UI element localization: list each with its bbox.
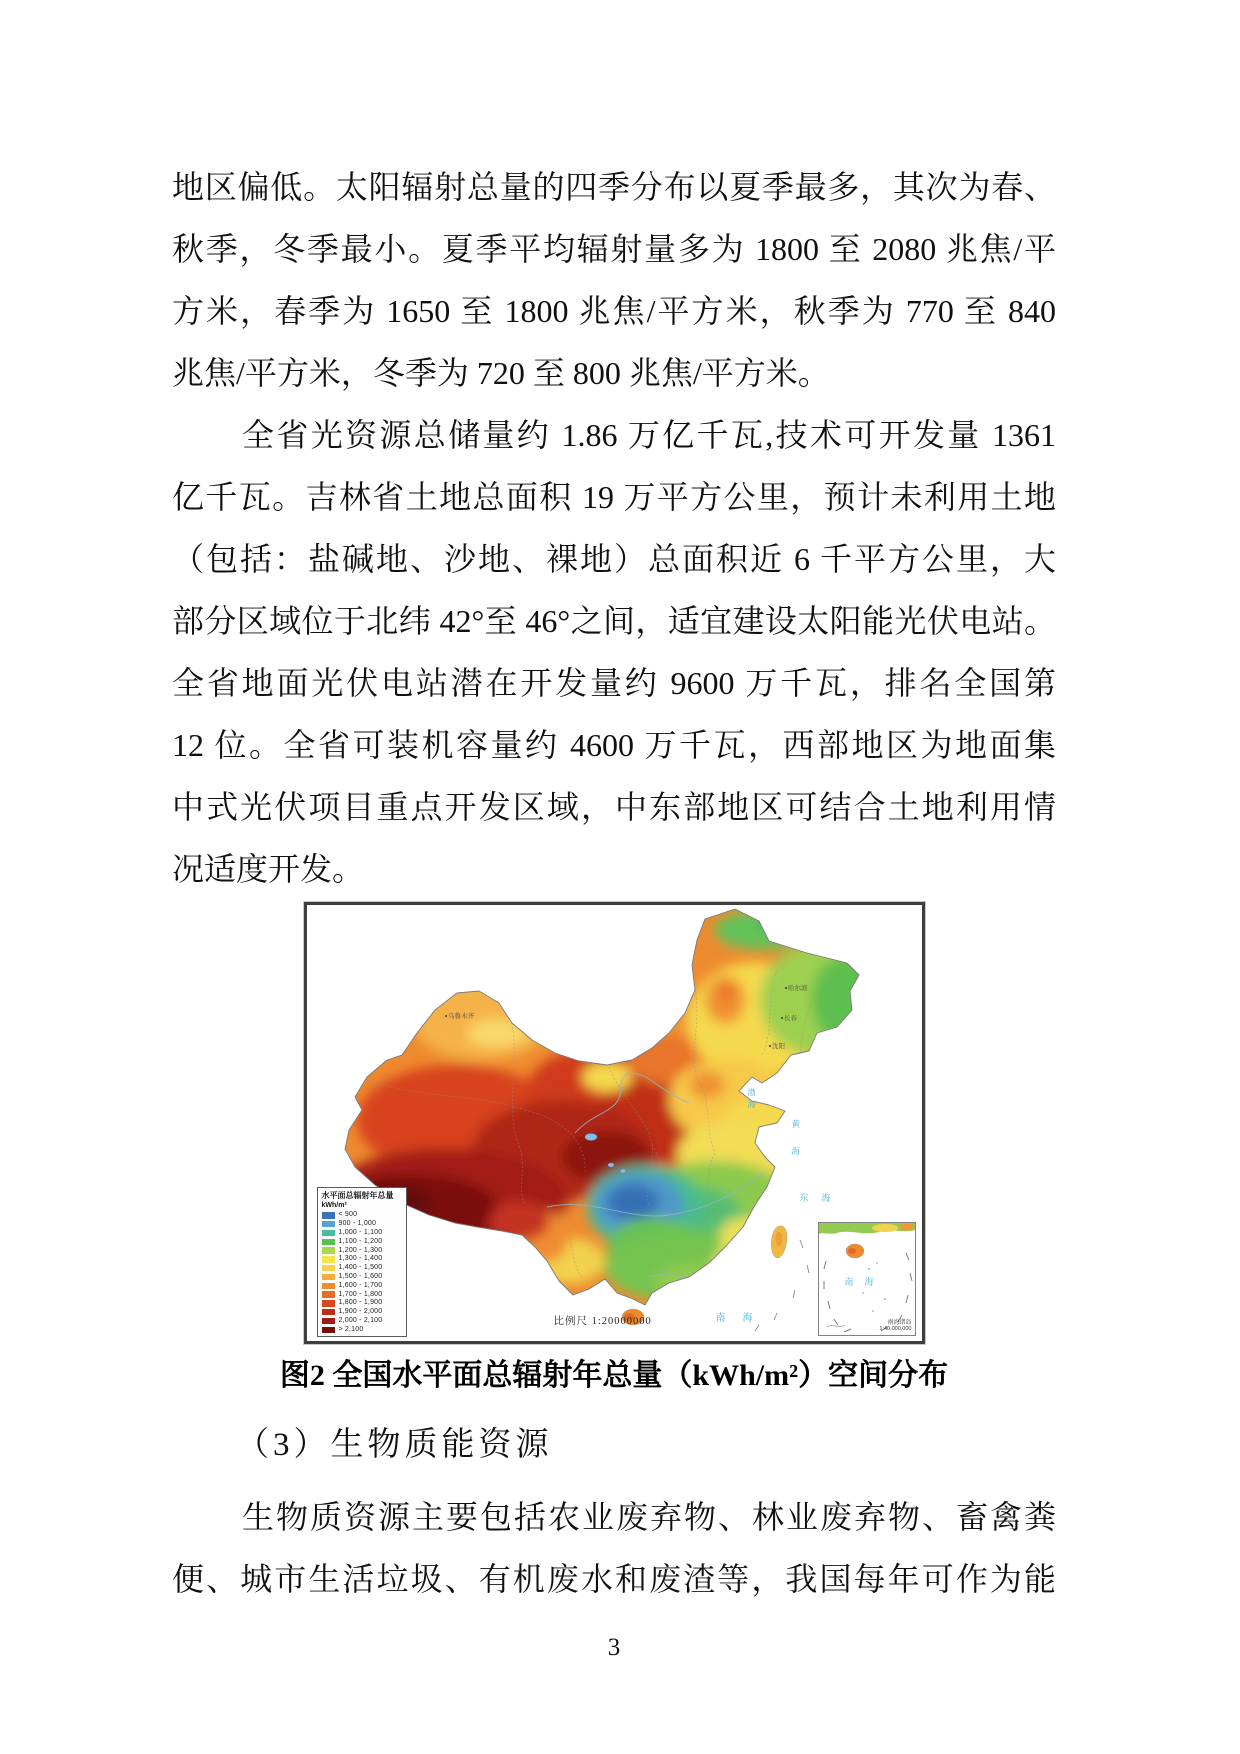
inset-sea-label: 南海 [844, 1277, 885, 1287]
city-label-shenyang: 沈阳 [769, 1043, 786, 1050]
paragraph-biomass [172, 1486, 1056, 1610]
legend-label: 1,000 - 1,100 [338, 1228, 383, 1236]
legend-label: 1,200 - 1,300 [338, 1246, 383, 1254]
legend-row [322, 1211, 404, 1220]
sea-label-huanghai: 黄海 [791, 1119, 801, 1156]
city-dot [445, 1015, 447, 1017]
paragraph-pv-resource [172, 404, 1056, 900]
legend-swatch [322, 1318, 335, 1325]
legend-row [322, 1255, 404, 1264]
text-line: 生物质资源主要包括农业废弃物、林业废弃物、畜禽粪 [242, 1499, 1056, 1535]
legend-label: 1,600 - 1,700 [338, 1281, 383, 1289]
text-line: 方米，春季为 1650 至 1800 兆焦/平方米，秋季为 770 至 840 [172, 293, 1056, 329]
south-china-sea-inset [818, 1222, 916, 1336]
map-legend-rows [322, 1211, 404, 1334]
legend-swatch [322, 1283, 335, 1290]
legend-swatch [322, 1221, 335, 1228]
text-line: 12 位。全省可装机容量约 4600 万千瓦，西部地区为地面集 [172, 727, 1056, 763]
legend-unit: kWh/m² [321, 1202, 347, 1209]
map-scale-label: 比例尺 1:20000000 [553, 1316, 652, 1327]
legend-title: 水平面总辐射年总量 [321, 1191, 394, 1200]
city-label-changchun: 长春 [781, 1015, 798, 1022]
legend-row [322, 1220, 404, 1229]
legend-swatch [322, 1300, 335, 1307]
legend-swatch [322, 1265, 335, 1272]
legend-label: 1,500 - 1,600 [338, 1272, 383, 1280]
legend-swatch [322, 1230, 335, 1237]
legend-swatch [322, 1327, 335, 1334]
text-line: 况适度开发。 [172, 851, 365, 887]
legend-row [322, 1325, 404, 1334]
text-content [172, 0, 1056, 1662]
city-label-urumqi: 乌鲁木齐 [445, 1013, 475, 1020]
section-heading-biomass: （3）生物质能资源 [236, 1427, 553, 1463]
legend-row [322, 1273, 404, 1282]
legend-label: 1,900 - 2,000 [338, 1308, 383, 1316]
legend-row [322, 1308, 404, 1317]
text-line: 兆焦/平方米，冬季为 720 至 800 兆焦/平方米。 [172, 355, 830, 391]
legend-row [322, 1290, 404, 1299]
legend-row [322, 1317, 404, 1326]
city-label-haerbin: 哈尔滨 [785, 985, 808, 992]
inset-caption [879, 1320, 911, 1332]
text-line: 部分区域位于北纬 42°至 46°之间，适宜建设太阳能光伏电站。 [172, 603, 1056, 639]
paragraph-solar-seasons [172, 156, 1056, 404]
legend-label: 1,300 - 1,400 [338, 1255, 383, 1263]
legend-label: 1,800 - 1,900 [338, 1299, 383, 1307]
text-line: 亿千瓦。吉林省土地总面积 19 万平方公里，预计未利用土地 [172, 479, 1056, 515]
legend-swatch [322, 1256, 335, 1263]
inset-islands-label: 南海诸岛 [887, 1320, 912, 1326]
legend-row [322, 1299, 404, 1308]
city-dot [785, 987, 787, 989]
legend-swatch [322, 1274, 335, 1281]
city-dot [769, 1045, 771, 1047]
legend-swatch [322, 1212, 335, 1219]
inset-scale-label: 1:40,000,000 [879, 1326, 912, 1332]
legend-label: < 900 [338, 1211, 358, 1219]
sea-label-donghai: 东海 [799, 1193, 844, 1203]
legend-label: 2,000 - 2,100 [338, 1316, 383, 1324]
map-legend [317, 1187, 407, 1337]
legend-row [322, 1229, 404, 1238]
page-number: 3 [607, 1634, 621, 1661]
legend-swatch [322, 1291, 335, 1298]
legend-label: 1,100 - 1,200 [338, 1237, 383, 1245]
legend-label: > 2,100 [338, 1325, 364, 1333]
figure-solar-map [172, 902, 1056, 1396]
figure-caption: 图2 全国水平面总辐射年总量（kWh/m²）空间分布 [279, 1359, 949, 1392]
text-line: （包括：盐碱地、沙地、裸地）总面积近 6 千平方公里，大 [172, 541, 1056, 577]
legend-swatch [322, 1247, 335, 1254]
legend-label: 1,400 - 1,500 [338, 1264, 383, 1272]
legend-swatch [322, 1309, 335, 1316]
text-line: 全省光资源总储量约 1.86 万亿千瓦,技术可开发量 1361 [242, 417, 1056, 453]
map-frame [304, 902, 925, 1344]
city-dot [781, 1017, 783, 1019]
sea-label-bohai: 渤海 [747, 1088, 756, 1109]
legend-row [322, 1237, 404, 1246]
legend-row [322, 1264, 404, 1273]
legend-row [322, 1246, 404, 1255]
legend-label: 1,700 - 1,800 [338, 1290, 383, 1298]
legend-label: 900 - 1,000 [338, 1220, 377, 1228]
text-line: 地区偏低。太阳辐射总量的四季分布以夏季最多，其次为春、 [172, 169, 1056, 205]
legend-row [322, 1281, 404, 1290]
text-line: 便、城市生活垃圾、有机废水和废渣等，我国每年可作为能 [172, 1561, 1056, 1597]
text-line: 中式光伏项目重点开发区域，中东部地区可结合土地利用情 [172, 789, 1056, 825]
text-line: 全省地面光伏电站潜在开发量约 9600 万千瓦，排名全国第 [172, 665, 1056, 701]
text-line: 秋季，冬季最小。夏季平均辐射量多为 1800 至 2080 兆焦/平 [172, 231, 1056, 267]
legend-swatch [322, 1239, 335, 1246]
sea-label-nanhai: 南海 [715, 1313, 770, 1324]
